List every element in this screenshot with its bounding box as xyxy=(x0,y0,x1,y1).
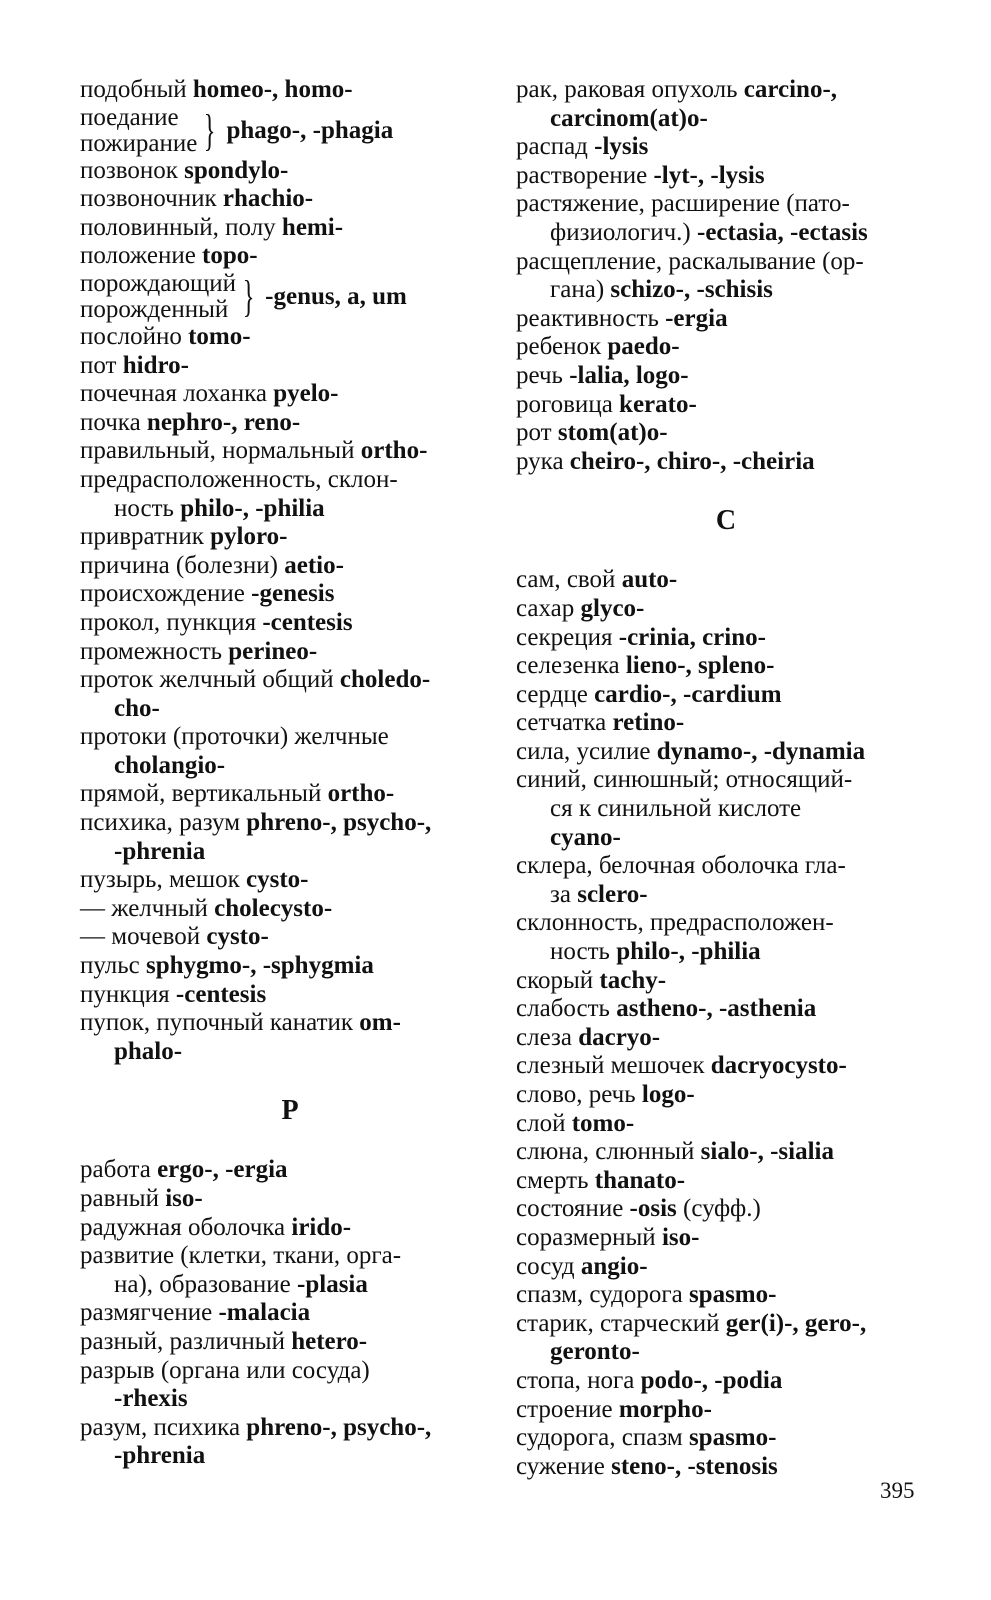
entry-russian: правильный, нормальный xyxy=(80,437,361,465)
dictionary-entry xyxy=(516,824,936,853)
dictionary-entry xyxy=(80,409,500,438)
entry-russian: радужная оболочка xyxy=(80,1213,292,1241)
entry-latin: lieno-, spleno- xyxy=(625,652,775,680)
entry-latin: perineo- xyxy=(228,637,318,665)
dictionary-entry xyxy=(516,362,936,391)
entry-russian: растяжение, расширение (пато- xyxy=(516,190,850,218)
entry-latin: morpho- xyxy=(618,1395,712,1423)
entry-latin: spondylo- xyxy=(184,156,289,184)
entry-latin: -lysis xyxy=(594,133,649,161)
dictionary-entry xyxy=(516,391,936,420)
entry-russian: соразмерный xyxy=(516,1223,662,1251)
dictionary-entry xyxy=(516,1224,936,1253)
dictionary-entry xyxy=(80,1009,500,1038)
dictionary-entry xyxy=(80,1271,500,1300)
dictionary-entry xyxy=(516,1195,936,1224)
dictionary-entry xyxy=(80,552,500,581)
dictionary-entry xyxy=(80,1385,500,1414)
dictionary-entry xyxy=(516,1253,936,1282)
brace-latin: phago-, -phagia xyxy=(226,116,394,144)
entry-latin: stom(at)o- xyxy=(557,419,668,447)
entry-russian: слеза xyxy=(516,1023,579,1051)
section-letter-r: Р xyxy=(281,1095,299,1127)
entry-latin: logo- xyxy=(641,1081,695,1108)
dictionary-entry xyxy=(516,333,936,362)
entry-russian: пункция xyxy=(80,980,176,1008)
entry-latin: sphygmo-, -sphygmia xyxy=(146,952,374,980)
entry-latin: pyloro- xyxy=(210,523,288,551)
entry-latin: phalo- xyxy=(114,1037,183,1065)
entries-a xyxy=(80,76,500,105)
entry-latin: nephro-, reno- xyxy=(146,408,301,436)
entry-russian: реактивность xyxy=(516,304,666,332)
dictionary-entry xyxy=(516,795,936,824)
dictionary-entry xyxy=(80,895,500,924)
dictionary-entry xyxy=(80,1414,500,1443)
brace-word: порожденный xyxy=(80,295,229,323)
dictionary-entry xyxy=(80,1156,500,1185)
dictionary-entry xyxy=(516,1081,936,1110)
entry-russian: за xyxy=(550,880,578,908)
dictionary-entry xyxy=(80,1214,500,1243)
dictionary-entry xyxy=(516,1338,936,1367)
entry-russian: слово, речь xyxy=(516,1081,642,1108)
entry-russian: спазм, судорога xyxy=(516,1281,689,1309)
entry-russian: размягчение xyxy=(80,1299,219,1327)
dictionary-entry xyxy=(80,352,500,381)
entry-latin: -phrenia xyxy=(114,1442,206,1470)
entry-latin: steno-, -stenosis xyxy=(611,1452,778,1480)
entry-latin: topo- xyxy=(202,242,258,270)
brace-symbol: } xyxy=(242,271,255,321)
entry-latin: sclero- xyxy=(577,880,648,908)
entry-latin: schizo-, -schisis xyxy=(610,276,773,304)
right-column xyxy=(516,76,936,1481)
entry-latin: cyano- xyxy=(550,823,621,851)
entries-b xyxy=(516,566,936,1481)
entry-latin: -phrenia xyxy=(114,837,206,865)
entry-latin: paedo- xyxy=(607,333,680,361)
brace-symbol: } xyxy=(204,105,216,155)
entry-russian: работа xyxy=(80,1156,158,1184)
dictionary-entry xyxy=(80,923,500,952)
dictionary-entry xyxy=(80,1185,500,1214)
dictionary-entry xyxy=(80,380,500,409)
dictionary-entry xyxy=(80,466,500,495)
dictionary-entry xyxy=(516,1424,936,1453)
dictionary-entry xyxy=(516,1024,936,1053)
entry-latin: -plasia xyxy=(297,1270,368,1298)
entry-latin: astheno-, -asthenia xyxy=(616,995,817,1023)
entry-russian: на), образование xyxy=(114,1270,298,1298)
dictionary-entry xyxy=(516,709,936,738)
entry-latin: -malacia xyxy=(218,1299,311,1327)
brace-word: пожирание xyxy=(80,129,198,157)
brace-latin: -genus, a, um xyxy=(265,282,407,310)
entry-latin: hidro- xyxy=(122,351,189,379)
entry-latin: ortho- xyxy=(360,437,428,465)
entry-latin: phreno-, psycho-, xyxy=(246,809,432,837)
dictionary-entry xyxy=(80,1357,500,1386)
dictionary-entry xyxy=(80,1242,500,1271)
entry-russian: сосуд xyxy=(516,1252,581,1280)
entry-latin: homeo-, homo- xyxy=(192,76,353,103)
dictionary-entry xyxy=(516,219,936,248)
entry-russian: расщепление, раскалывание (ор- xyxy=(516,247,864,275)
entry-latin: -osis xyxy=(629,1195,677,1223)
entry-russian: почечная лоханка xyxy=(80,380,274,408)
dictionary-entry xyxy=(516,1367,936,1396)
entry-latin: philo-, -philia xyxy=(180,494,325,522)
brace-group-genus xyxy=(80,271,500,323)
entry-latin: geronto- xyxy=(550,1338,640,1366)
dictionary-entry xyxy=(80,495,500,524)
entry-latin: -ectasia, -ectasis xyxy=(697,218,868,246)
dictionary-entry xyxy=(80,242,500,271)
dictionary-entry xyxy=(516,76,936,105)
entry-russian: физиологич.) xyxy=(550,218,698,246)
entry-russian: психика, разум xyxy=(80,809,247,837)
dictionary-entry xyxy=(80,323,500,352)
dictionary-entry xyxy=(80,1328,500,1357)
entry-latin: carcinom(at)o- xyxy=(550,104,708,132)
entry-russian: — желчный xyxy=(80,894,215,922)
dictionary-entry xyxy=(516,305,936,334)
entry-russian: смерть xyxy=(516,1166,595,1194)
dictionary-entry xyxy=(80,809,500,838)
entry-russian: роговица xyxy=(516,390,620,418)
entry-russian: старик, старческий xyxy=(516,1309,726,1337)
entry-latin: choledo- xyxy=(339,666,431,694)
entry-russian: пульс xyxy=(80,952,147,980)
dictionary-entry xyxy=(80,1299,500,1328)
entry-russian: сахар xyxy=(516,594,581,622)
entry-russian: сам, свой xyxy=(516,566,622,594)
entry-russian: рак, раковая опухоль xyxy=(516,76,744,103)
entry-russian: слюна, слюнный xyxy=(516,1138,701,1166)
entry-russian: развитие (клетки, ткани, орга- xyxy=(80,1242,402,1270)
dictionary-entry xyxy=(516,766,936,795)
entry-latin: pyelo- xyxy=(273,380,339,408)
entry-russian: сила, усилие xyxy=(516,737,657,765)
entry-russian: стопа, нога xyxy=(516,1366,641,1394)
dictionary-entry xyxy=(80,838,500,867)
entry-latin: podo-, -podia xyxy=(640,1366,783,1394)
dictionary-entry xyxy=(80,1442,500,1471)
entry-latin: ortho- xyxy=(327,780,395,808)
dictionary-entry xyxy=(80,780,500,809)
entry-russian: равный xyxy=(80,1185,166,1212)
entries-c xyxy=(80,323,500,1066)
dictionary-entry xyxy=(516,276,936,305)
page-number: 395 xyxy=(880,1478,915,1503)
left-column xyxy=(80,76,500,1471)
entry-russian: проток желчный общий xyxy=(80,666,340,694)
entry-latin: auto- xyxy=(621,566,678,594)
entry-latin: tomo- xyxy=(188,322,251,350)
entry-latin: rhachio- xyxy=(222,185,314,213)
entry-latin: hemi- xyxy=(281,213,344,241)
dictionary-entry xyxy=(516,419,936,448)
dictionary-entry xyxy=(516,1138,936,1167)
entry-latin: sialo-, -sialia xyxy=(700,1138,834,1166)
entry-latin: spasmo- xyxy=(688,1424,777,1452)
dictionary-entry xyxy=(516,1453,936,1482)
dictionary-entry xyxy=(516,1167,936,1196)
dictionary-entry xyxy=(80,214,500,243)
dictionary-entry xyxy=(516,652,936,681)
dictionary-entry xyxy=(516,852,936,881)
entry-russian: подобный xyxy=(80,76,193,103)
entry-russian: рука xyxy=(516,447,570,475)
entry-russian: ребенок xyxy=(516,333,608,361)
entry-russian: растворение xyxy=(516,161,654,189)
entry-russian: причина (болезни) xyxy=(80,551,285,579)
entry-russian: селезенка xyxy=(516,652,626,680)
dictionary-entry xyxy=(80,695,500,724)
entry-latin: tomo- xyxy=(571,1109,635,1137)
entry-russian: слезный мешочек xyxy=(516,1052,711,1080)
dictionary-entry xyxy=(516,162,936,191)
entry-russian: распад xyxy=(516,133,595,161)
entry-latin: iso- xyxy=(661,1223,700,1251)
entry-russian: пупок, пупочный канатик xyxy=(80,1009,360,1037)
dictionary-entry xyxy=(516,738,936,767)
dictionary-entry xyxy=(80,609,500,638)
dictionary-entry xyxy=(516,1110,936,1139)
entry-russian: происхождение xyxy=(80,580,252,608)
entry-russian: судорога, спазм xyxy=(516,1424,689,1452)
dictionary-entry xyxy=(516,909,936,938)
dictionary-entry xyxy=(516,681,936,710)
entry-latin: hetero- xyxy=(291,1327,368,1355)
entry-russian: сетчатка xyxy=(516,709,613,737)
entry-russian: речь xyxy=(516,361,570,389)
entry-latin: -ergia xyxy=(665,304,728,332)
dictionary-entry xyxy=(80,523,500,552)
dictionary-entry xyxy=(80,952,500,981)
entry-russian: позвонок xyxy=(80,156,185,184)
entry-latin: ger(i)-, gero-, xyxy=(725,1309,867,1337)
dictionary-entry xyxy=(80,580,500,609)
entries-a xyxy=(516,76,936,476)
entry-russian: позвоночник xyxy=(80,185,223,213)
brace-word: поедание xyxy=(80,103,179,131)
entry-latin: cysto- xyxy=(246,866,309,894)
dictionary-entry xyxy=(516,190,936,219)
entry-russian: промежность xyxy=(80,637,229,665)
entry-latin: -genesis xyxy=(251,580,335,608)
dictionary-entry xyxy=(516,566,936,595)
entry-latin: -lyt-, -lysis xyxy=(653,161,765,189)
entry-russian: склонность, предрасположен- xyxy=(516,909,834,937)
dictionary-entry xyxy=(516,595,936,624)
entry-latin: irido- xyxy=(291,1213,352,1241)
entry-russian: рот xyxy=(516,419,558,447)
entry-russian: ность xyxy=(114,494,181,522)
entry-russian: слой xyxy=(516,1109,572,1137)
dictionary-entry xyxy=(516,1052,936,1081)
dictionary-entry xyxy=(516,105,936,134)
entry-latin: glyco- xyxy=(580,594,645,622)
entry-russian: привратник xyxy=(80,523,211,551)
entry-latin: om- xyxy=(359,1009,401,1037)
entry-latin: cholangio- xyxy=(114,751,226,779)
entry-russian: слабость xyxy=(516,995,617,1023)
entry-russian: половинный, полу xyxy=(80,213,282,241)
dictionary-entry xyxy=(516,881,936,910)
entry-suffix: (суфф.) xyxy=(676,1195,761,1223)
dictionary-entry xyxy=(516,938,936,967)
entry-russian: гана) xyxy=(550,276,611,304)
entry-latin: aetio- xyxy=(284,551,344,579)
dictionary-entry xyxy=(516,1281,936,1310)
dictionary-entry xyxy=(516,967,936,996)
entry-russian: предрасположенность, склон- xyxy=(80,465,398,493)
dictionary-entry xyxy=(80,638,500,667)
entry-latin: thanato- xyxy=(594,1166,686,1194)
brace-group-phago xyxy=(80,105,500,157)
entry-latin: tachy- xyxy=(599,966,667,994)
entry-latin: dacryocysto- xyxy=(710,1052,847,1080)
entry-latin: retino- xyxy=(612,709,685,737)
entries-b xyxy=(80,157,500,271)
entry-latin: ergo-, -ergia xyxy=(157,1156,288,1184)
entry-russian: разум, психика xyxy=(80,1413,247,1441)
entry-latin: kerato- xyxy=(619,390,697,418)
entry-russian: сужение xyxy=(516,1452,612,1480)
entry-russian: разрыв (органа или сосуда) xyxy=(80,1356,370,1384)
dictionary-entry xyxy=(80,76,500,105)
entry-russian: прямой, вертикальный xyxy=(80,780,328,808)
dictionary-entry xyxy=(516,624,936,653)
entry-russian: пот xyxy=(80,351,123,379)
entry-russian: скорый xyxy=(516,966,600,994)
entry-russian: послойно xyxy=(80,322,189,350)
entry-latin: dynamo-, -dynamia xyxy=(656,737,866,765)
dictionary-entry xyxy=(80,157,500,186)
dictionary-entry xyxy=(80,185,500,214)
entry-russian: пузырь, мешок xyxy=(80,866,247,894)
entry-latin: philo-, -philia xyxy=(616,938,761,966)
entry-latin: angio- xyxy=(580,1252,648,1280)
entry-latin: iso- xyxy=(165,1185,203,1212)
dictionary-entry xyxy=(516,1396,936,1425)
dictionary-entry xyxy=(80,723,500,752)
brace-word: порождающий xyxy=(80,269,237,297)
dictionary-entry xyxy=(516,995,936,1024)
entry-latin: -rhexis xyxy=(114,1385,188,1413)
entries-d xyxy=(80,1156,500,1471)
entry-russian: ся к синильной кислоте xyxy=(550,795,802,823)
entry-latin: -lalia, logo- xyxy=(569,361,689,389)
dictionary-entry xyxy=(80,666,500,695)
dictionary-entry xyxy=(516,248,936,277)
section-letter-s: С xyxy=(715,505,737,537)
entry-russian: сердце xyxy=(516,680,595,708)
entry-latin: -centesis xyxy=(175,980,267,1008)
entry-russian: состояние xyxy=(516,1195,630,1223)
entry-latin: cholecysto- xyxy=(214,894,333,922)
entry-latin: -crinia, crino- xyxy=(618,623,766,651)
dictionary-entry xyxy=(516,133,936,162)
entry-russian: строение xyxy=(516,1395,619,1423)
dictionary-entry xyxy=(516,448,936,477)
entry-russian: секреция xyxy=(516,623,619,651)
entry-russian: прокол, пункция xyxy=(80,608,263,636)
entry-russian: разный, различный xyxy=(80,1327,292,1355)
entry-russian: — мочевой xyxy=(80,923,207,951)
entry-latin: cheiro-, chiro-, -cheiria xyxy=(569,447,815,475)
dictionary-entry xyxy=(516,1310,936,1339)
entry-latin: -centesis xyxy=(262,608,353,636)
entry-russian: синий, синюшный; относящий- xyxy=(516,766,853,794)
dictionary-entry xyxy=(80,866,500,895)
dictionary-entry xyxy=(80,1038,500,1067)
dictionary-entry xyxy=(80,437,500,466)
entry-russian: склера, белочная оболочка гла- xyxy=(516,852,846,880)
entry-latin: carcino-, xyxy=(743,76,838,103)
entry-russian: ность xyxy=(550,938,617,966)
entry-latin: phreno-, psycho-, xyxy=(246,1413,432,1441)
dictionary-entry xyxy=(80,981,500,1010)
dictionary-entry xyxy=(80,752,500,781)
entry-latin: cardio-, -cardium xyxy=(594,680,782,708)
entry-russian: положение xyxy=(80,242,203,270)
entry-russian: почка xyxy=(80,408,147,436)
entry-russian: протоки (проточки) желчные xyxy=(80,723,389,751)
entry-latin: spasmo- xyxy=(688,1281,777,1309)
entry-latin: cysto- xyxy=(206,923,269,951)
entry-latin: dacryo- xyxy=(578,1023,661,1051)
entry-latin: cho- xyxy=(114,694,160,722)
